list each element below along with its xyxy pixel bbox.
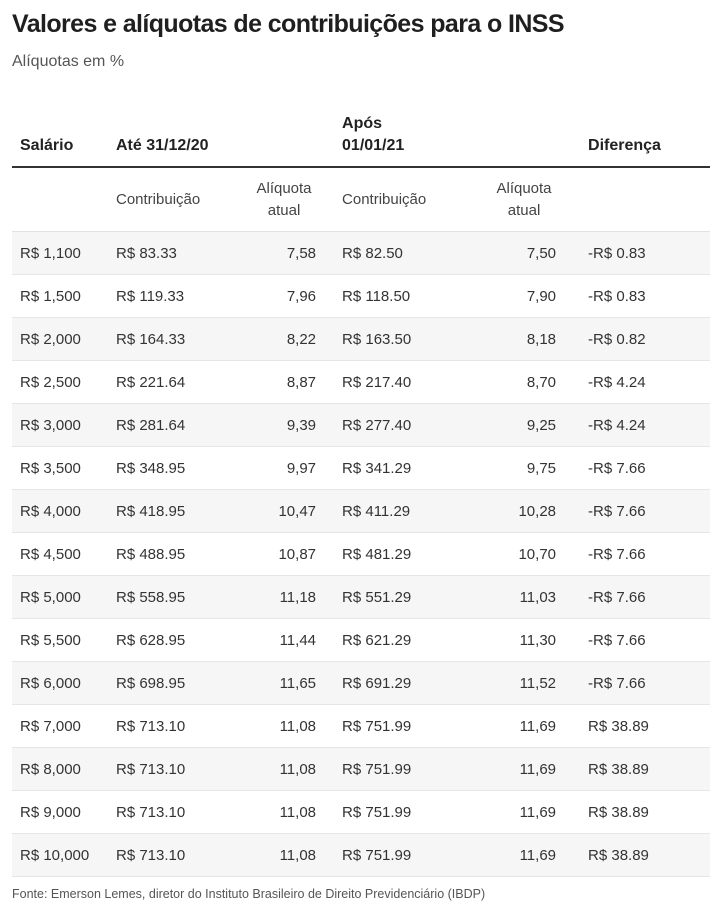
cell-contribuicao-ate: R$ 713.10	[116, 834, 241, 877]
cell-salario: R$ 1,500	[12, 275, 116, 318]
cell-aliquota-apos: 11,30	[472, 619, 588, 662]
cell-diferenca: -R$ 7.66	[588, 490, 710, 533]
cell-aliquota-apos: 11,52	[472, 662, 588, 705]
cell-diferenca: R$ 38.89	[588, 791, 710, 834]
cell-contribuicao-apos: R$ 691.29	[342, 662, 472, 705]
cell-aliquota-apos: 8,70	[472, 361, 588, 404]
contributions-table	[12, 95, 710, 877]
cell-aliquota-ate: 9,97	[241, 447, 342, 490]
subheader-empty-2	[588, 167, 710, 232]
cell-diferenca: R$ 38.89	[588, 834, 710, 877]
cell-salario: R$ 1,100	[12, 232, 116, 275]
cell-aliquota-ate: 11,08	[241, 705, 342, 748]
source-note: Fonte: Emerson Lemes, diretor do Instituto Brasileiro de Direito Previdenciário (IBDP)	[12, 887, 486, 901]
cell-aliquota-ate: 10,47	[241, 490, 342, 533]
cell-aliquota-apos: 10,28	[472, 490, 588, 533]
subheader-aliquota-2	[472, 167, 588, 232]
cell-contribuicao-ate: R$ 488.95	[116, 533, 241, 576]
cell-diferenca: -R$ 7.66	[588, 447, 710, 490]
subheader-aliquota-1-text: Alíquota atual	[256, 179, 312, 219]
cell-diferenca: -R$ 7.66	[588, 533, 710, 576]
cell-aliquota-apos: 10,70	[472, 533, 588, 576]
table-sub-header	[12, 167, 710, 232]
cell-contribuicao-ate: R$ 83.33	[116, 232, 241, 275]
table-row	[12, 404, 710, 447]
cell-aliquota-ate: 11,18	[241, 576, 342, 619]
cell-diferenca: -R$ 0.82	[588, 318, 710, 361]
cell-salario: R$ 8,000	[12, 748, 116, 791]
cell-diferenca: -R$ 0.83	[588, 275, 710, 318]
cell-contribuicao-ate: R$ 221.64	[116, 361, 241, 404]
cell-aliquota-apos: 11,69	[472, 748, 588, 791]
cell-salario: R$ 7,000	[12, 705, 116, 748]
cell-contribuicao-ate: R$ 713.10	[116, 705, 241, 748]
cell-aliquota-apos: 9,75	[472, 447, 588, 490]
cell-contribuicao-apos: R$ 82.50	[342, 232, 472, 275]
table-row	[12, 705, 710, 748]
cell-contribuicao-apos: R$ 621.29	[342, 619, 472, 662]
cell-contribuicao-apos: R$ 751.99	[342, 834, 472, 877]
cell-contribuicao-ate: R$ 558.95	[116, 576, 241, 619]
cell-salario: R$ 5,500	[12, 619, 116, 662]
subheader-aliquota-2-text: Alíquota atual	[496, 179, 552, 219]
cell-aliquota-apos: 11,69	[472, 705, 588, 748]
subheader-contribuicao-1: Contribuição	[116, 167, 241, 232]
cell-salario: R$ 6,000	[12, 662, 116, 705]
table-row	[12, 576, 710, 619]
header-apos	[342, 95, 588, 167]
page-title: Valores e alíquotas de contribuições para o INSS	[12, 10, 564, 38]
table-row	[12, 232, 710, 275]
cell-contribuicao-apos: R$ 481.29	[342, 533, 472, 576]
cell-contribuicao-ate: R$ 713.10	[116, 748, 241, 791]
table-row	[12, 490, 710, 533]
subheader-contribuicao-2: Contribuição	[342, 167, 472, 232]
cell-aliquota-apos: 11,69	[472, 791, 588, 834]
cell-salario: R$ 3,000	[12, 404, 116, 447]
cell-aliquota-ate: 10,87	[241, 533, 342, 576]
cell-contribuicao-apos: R$ 163.50	[342, 318, 472, 361]
subheader-aliquota-1	[241, 167, 342, 232]
cell-diferenca: -R$ 0.83	[588, 232, 710, 275]
subheader-empty	[12, 167, 116, 232]
cell-aliquota-ate: 7,96	[241, 275, 342, 318]
cell-contribuicao-apos: R$ 341.29	[342, 447, 472, 490]
header-ate: Até 31/12/20	[116, 95, 342, 167]
cell-aliquota-apos: 8,18	[472, 318, 588, 361]
table-row	[12, 447, 710, 490]
cell-contribuicao-apos: R$ 277.40	[342, 404, 472, 447]
cell-aliquota-apos: 11,69	[472, 834, 588, 877]
cell-contribuicao-apos: R$ 751.99	[342, 791, 472, 834]
table-row	[12, 361, 710, 404]
cell-salario: R$ 3,500	[12, 447, 116, 490]
cell-diferenca: -R$ 4.24	[588, 361, 710, 404]
page-subtitle: Alíquotas em %	[12, 53, 125, 70]
cell-aliquota-apos: 7,90	[472, 275, 588, 318]
table-row	[12, 834, 710, 877]
cell-diferenca: -R$ 7.66	[588, 662, 710, 705]
cell-aliquota-ate: 8,22	[241, 318, 342, 361]
table-row	[12, 619, 710, 662]
cell-aliquota-ate: 11,08	[241, 791, 342, 834]
cell-aliquota-ate: 11,44	[241, 619, 342, 662]
cell-aliquota-apos: 11,03	[472, 576, 588, 619]
cell-salario: R$ 4,500	[12, 533, 116, 576]
cell-diferenca: R$ 38.89	[588, 748, 710, 791]
cell-salario: R$ 2,000	[12, 318, 116, 361]
table-group-header	[12, 95, 710, 167]
table-row	[12, 318, 710, 361]
cell-aliquota-apos: 7,50	[472, 232, 588, 275]
cell-contribuicao-ate: R$ 628.95	[116, 619, 241, 662]
cell-contribuicao-ate: R$ 713.10	[116, 791, 241, 834]
cell-aliquota-ate: 11,08	[241, 748, 342, 791]
cell-contribuicao-ate: R$ 698.95	[116, 662, 241, 705]
cell-contribuicao-ate: R$ 348.95	[116, 447, 241, 490]
table-body	[12, 232, 710, 877]
cell-diferenca: -R$ 4.24	[588, 404, 710, 447]
cell-diferenca: R$ 38.89	[588, 705, 710, 748]
table-row	[12, 748, 710, 791]
header-salario: Salário	[12, 95, 116, 167]
cell-aliquota-ate: 8,87	[241, 361, 342, 404]
cell-contribuicao-apos: R$ 118.50	[342, 275, 472, 318]
cell-aliquota-ate: 11,65	[241, 662, 342, 705]
cell-contribuicao-apos: R$ 411.29	[342, 490, 472, 533]
cell-aliquota-ate: 11,08	[241, 834, 342, 877]
cell-salario: R$ 4,000	[12, 490, 116, 533]
table-row	[12, 662, 710, 705]
cell-contribuicao-ate: R$ 418.95	[116, 490, 241, 533]
cell-diferenca: -R$ 7.66	[588, 576, 710, 619]
cell-contribuicao-ate: R$ 119.33	[116, 275, 241, 318]
table-row	[12, 533, 710, 576]
cell-salario: R$ 2,500	[12, 361, 116, 404]
cell-contribuicao-apos: R$ 751.99	[342, 705, 472, 748]
table-row	[12, 275, 710, 318]
cell-contribuicao-ate: R$ 164.33	[116, 318, 241, 361]
cell-diferenca: -R$ 7.66	[588, 619, 710, 662]
cell-salario: R$ 9,000	[12, 791, 116, 834]
cell-contribuicao-apos: R$ 551.29	[342, 576, 472, 619]
cell-aliquota-apos: 9,25	[472, 404, 588, 447]
cell-salario: R$ 5,000	[12, 576, 116, 619]
table-row	[12, 791, 710, 834]
cell-contribuicao-apos: R$ 217.40	[342, 361, 472, 404]
cell-contribuicao-apos: R$ 751.99	[342, 748, 472, 791]
header-apos-text: Após 01/01/21	[342, 115, 405, 154]
cell-salario: R$ 10,000	[12, 834, 116, 877]
header-diferenca: Diferença	[588, 95, 710, 167]
cell-aliquota-ate: 9,39	[241, 404, 342, 447]
cell-contribuicao-ate: R$ 281.64	[116, 404, 241, 447]
cell-aliquota-ate: 7,58	[241, 232, 342, 275]
